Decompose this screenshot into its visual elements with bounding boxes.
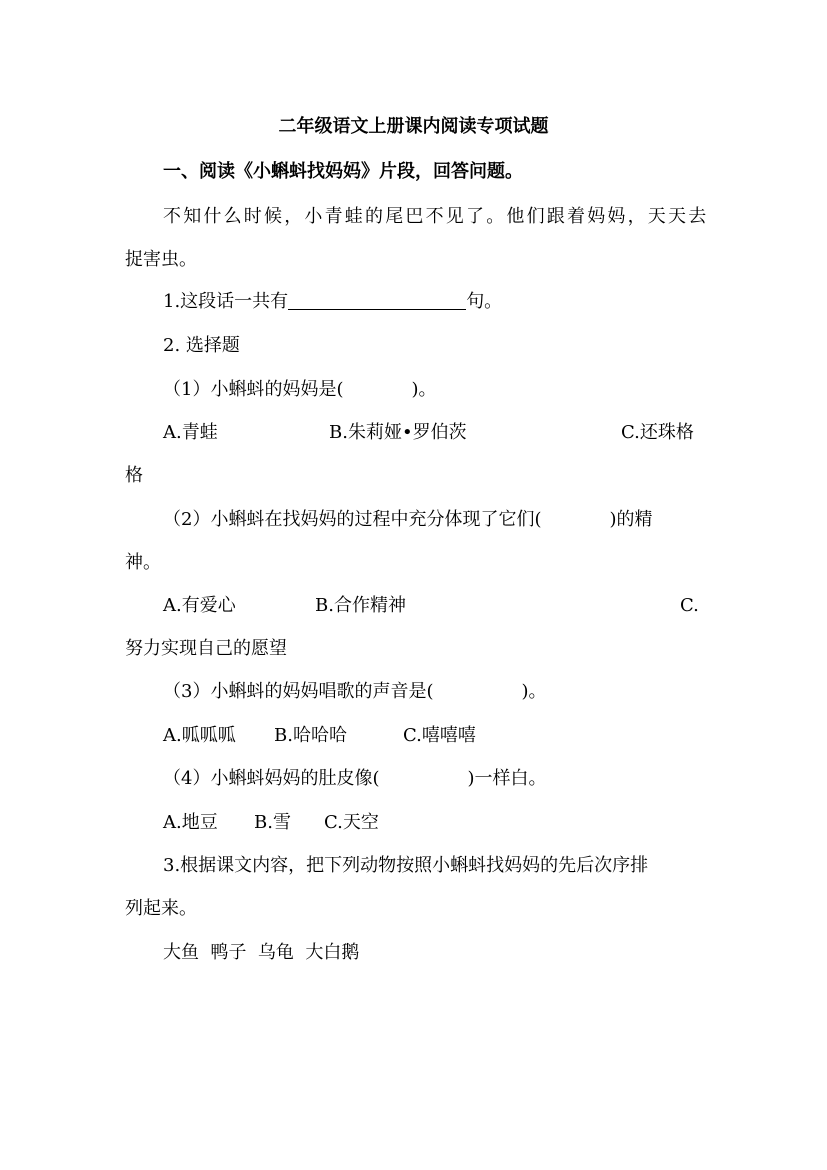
option-c: C.天空 xyxy=(324,812,379,833)
subquestion-1-stem: （1）小蝌蚪的妈妈是( xyxy=(163,379,344,400)
option-b: B.合作精神 xyxy=(315,595,406,616)
subquestion-3-stem: （3）小蝌蚪的妈妈唱歌的声音是( xyxy=(163,681,434,702)
answer-blank[interactable] xyxy=(288,291,466,310)
subquestion-2 xyxy=(163,508,703,532)
question-3-line-1: 3.根据课文内容，把下列动物按照小蝌蚪找妈妈的先后次序排 xyxy=(163,855,649,876)
option-a: A.青蛙 xyxy=(163,422,218,443)
option-b: B.雪 xyxy=(254,812,291,833)
option-a: A.有爱心 xyxy=(163,595,236,616)
subquestion-3 xyxy=(163,680,703,704)
subquestion-2-continued: 神。 xyxy=(125,552,161,573)
page-title: 二年级语文上册课内阅读专项试题 xyxy=(278,116,549,137)
option-c: C.还珠格 xyxy=(621,422,694,443)
option-c-continued: 努力实现自己的愿望 xyxy=(125,638,287,659)
option-c: C.嘻嘻嘻 xyxy=(403,725,476,746)
passage-line-2: 捉害虫。 xyxy=(125,249,197,270)
subquestion-2-close: )的精 xyxy=(609,509,653,530)
option-c: C. xyxy=(680,595,699,616)
question-1-prefix: 1.这段话一共有 xyxy=(163,291,289,312)
question-1-suffix: 句。 xyxy=(466,291,503,312)
question-1 xyxy=(163,290,703,314)
subquestion-3-close: )。 xyxy=(521,681,547,702)
subquestion-4-close: )一样白。 xyxy=(467,768,547,789)
question-2-label: 2. 选择题 xyxy=(163,335,240,356)
option-c-continued: 格 xyxy=(125,465,143,486)
subquestion-1 xyxy=(163,378,703,402)
option-b: B.哈哈哈 xyxy=(274,725,347,746)
section-heading: 一、阅读《小蝌蚪找妈妈》片段，回答问题。 xyxy=(163,161,523,182)
question-3-line-2: 列起来。 xyxy=(125,898,197,919)
subquestion-1-close: )。 xyxy=(411,379,437,400)
subquestion-4 xyxy=(163,767,703,791)
subquestion-4-stem: （4）小蝌蚪妈妈的肚皮像( xyxy=(163,768,380,789)
passage-line-1: 不知什么时候，小青蛙的尾巴不见了。他们跟着妈妈，天天去 xyxy=(163,206,709,227)
animal-list: 大鱼 鸭子 乌龟 大白鹅 xyxy=(163,942,360,963)
option-a: A.呱呱呱 xyxy=(163,725,236,746)
subquestion-2-stem: （2）小蝌蚪在找妈妈的过程中充分体现了它们( xyxy=(163,509,542,530)
option-a: A.地豆 xyxy=(163,812,218,833)
option-b: B.朱莉娅•罗伯茨 xyxy=(329,422,467,443)
